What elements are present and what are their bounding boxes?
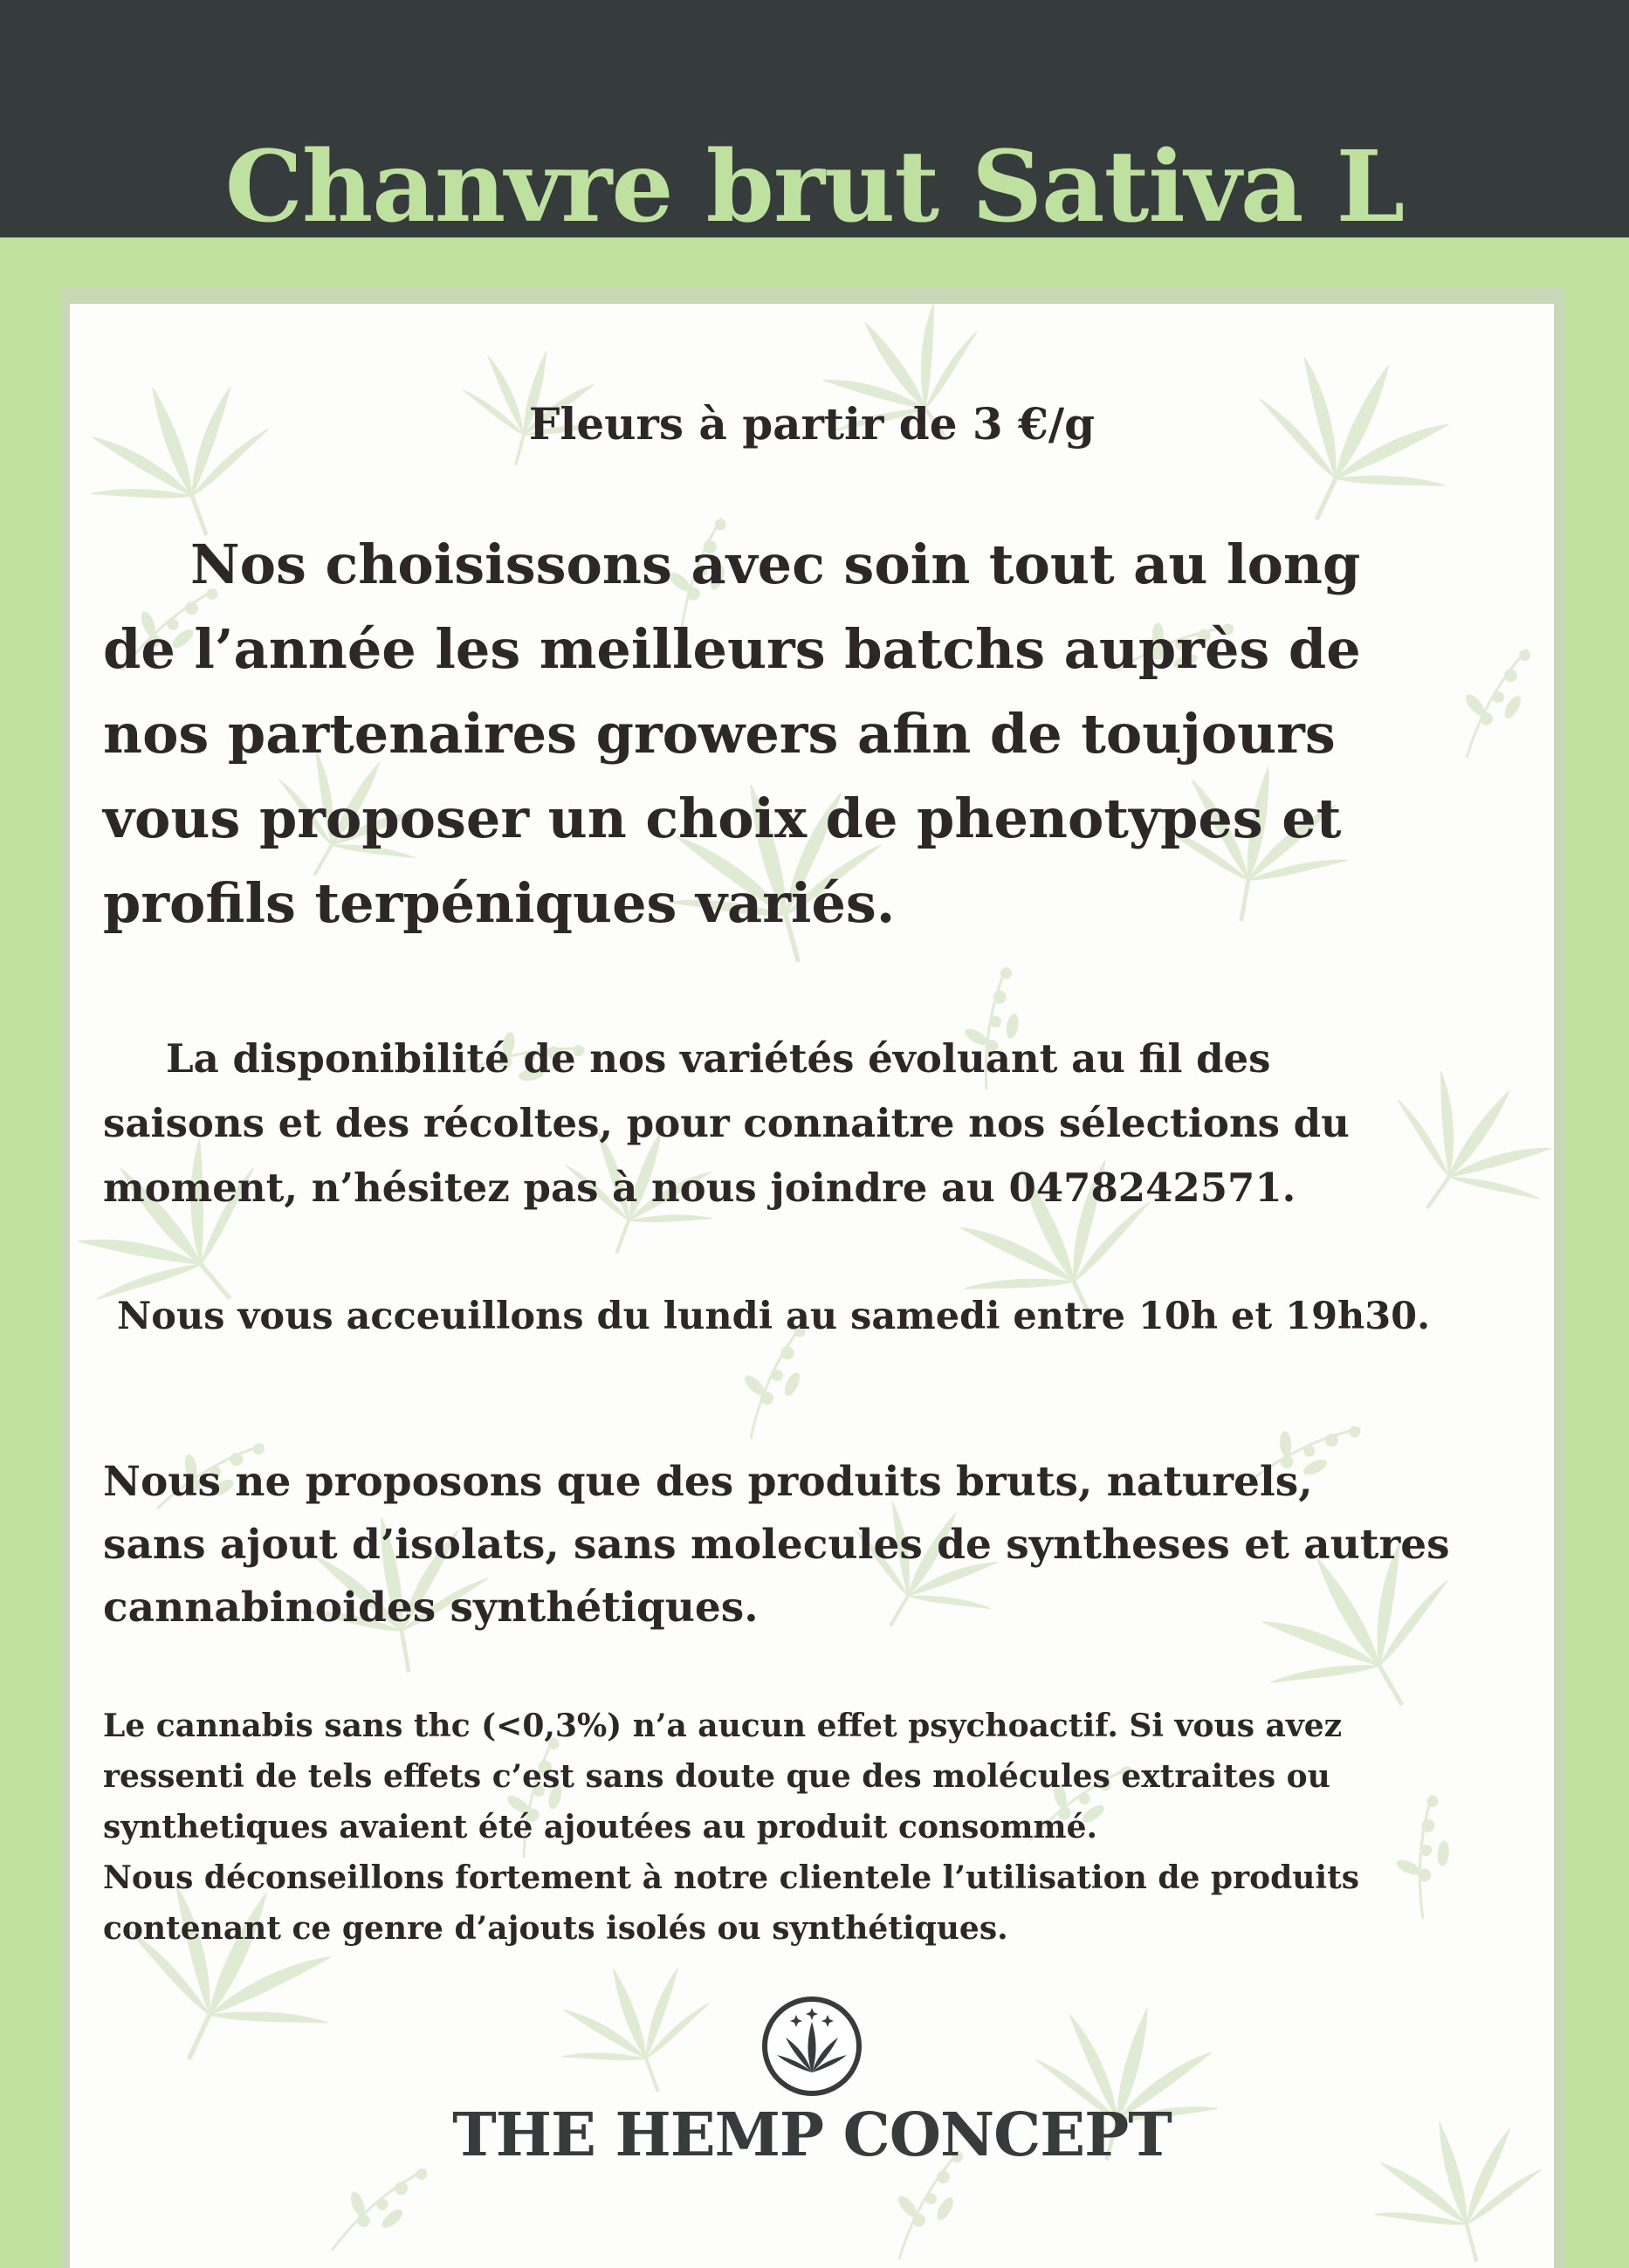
- disclaimer-line: synthetiques avaient été ajoutées au produit consommé.: [103, 1809, 1098, 1845]
- disclaimer-paragraph: [103, 1701, 1359, 1954]
- content-panel: [70, 304, 1554, 2268]
- disclaimer-line: contenant ce genre d’ajouts isolés ou synthétiques.: [103, 1910, 1008, 1947]
- brand-name: THE HEMP CONCEPT: [452, 2100, 1172, 2170]
- intro-line: Nos choisissons avec soin tout au long: [190, 533, 1361, 596]
- price-subtitle: Fleurs à partir de 3 €/g: [528, 398, 1096, 450]
- disclaimer-line: ressenti de tels effets c’est sans doute que des molécules extraites ou: [103, 1758, 1330, 1795]
- hemp-leaf-logo-icon: [761, 1996, 863, 2097]
- intro-line: de l’année les meilleurs batchs auprès de: [103, 617, 1361, 681]
- opening-hours: Nous vous acceuillons du lundi au samedi entre 10h et 19h30.: [117, 1295, 1431, 1338]
- availability-line: saisons et des récoltes, pour connaitre nos sélections du: [103, 1100, 1350, 1146]
- intro-paragraph: [103, 522, 1361, 945]
- natural-line: sans ajout d’isolats, sans molecules de syntheses et autres: [103, 1521, 1450, 1569]
- disclaimer-line: Le cannabis sans thc (<0,3%) n’a aucun effet psychoactif. Si vous avez: [103, 1708, 1343, 1744]
- disclaimer-line: Nous déconseillons fortement à notre clientele l’utilisation de produits: [103, 1859, 1359, 1896]
- page-title: Chanvre brut Sativa L: [224, 130, 1405, 245]
- availability-line: La disponibilité de nos variétés évoluant au fil des: [166, 1035, 1271, 1082]
- natural-products-paragraph: [103, 1451, 1450, 1639]
- intro-line: nos partenaires growers afin de toujours: [103, 702, 1336, 766]
- availability-line: moment, n’hésitez pas à nous joindre au 0478242571.: [103, 1165, 1296, 1211]
- intro-line: vous proposer un choix de phenotypes et: [103, 787, 1342, 850]
- natural-line: Nous ne proposons que des produits bruts, naturels,: [103, 1458, 1313, 1506]
- natural-line: cannabinoides synthétiques.: [103, 1584, 759, 1632]
- availability-paragraph: [103, 1027, 1350, 1220]
- header-banner: [0, 0, 1629, 245]
- intro-line: profils terpéniques variés.: [103, 871, 896, 935]
